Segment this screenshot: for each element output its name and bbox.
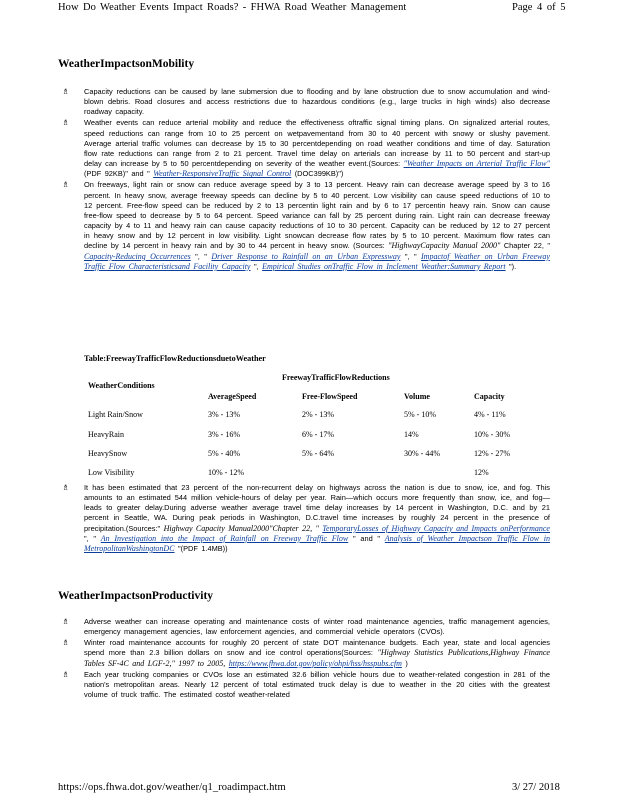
table-col-header: Capacity (474, 392, 505, 401)
bullet-icon: ♗ (62, 617, 70, 626)
bullet-text: "(PDF 1.4MB)) (178, 543, 228, 553)
link-arterial-traffic-flow[interactable]: "Weather Impacts on Arterial Traffic Flow" (403, 159, 550, 169)
table-cell: 12% - 27% (474, 449, 510, 458)
table-cell: Light Rain/Snow (88, 410, 143, 419)
table-cell: HeavySnow (88, 449, 128, 458)
list-item (62, 87, 550, 117)
table-cell: 14% (404, 430, 419, 439)
bullet-icon: ♗ (62, 118, 70, 128)
table-cell: 5% - 64% (302, 449, 334, 458)
page-number: Page 4 of 5 (512, 2, 566, 13)
bullet-text: Winter road maintenance accounts for roughly 20 percent of state DOT maintenance budgets. Each year, state and local agencies spend more than 2.3 billion dollars on snow and ice control operations(Sources: (84, 638, 550, 658)
table-cell: 3% - 16% (208, 430, 240, 439)
list-item (62, 617, 550, 637)
table-cell: 3% - 13% (208, 410, 240, 419)
bullet-text: Adverse weather can increase operating and maintenance costs of winter road maintenance agencies, traffic management agencies, emergency management agencies, law enforcement agencies, and commercial vehicle operators (CVOs). (84, 617, 550, 637)
table-row-header: WeatherConditions (88, 381, 155, 390)
link-temporary-losses[interactable]: TemporaryLosses of Highway Capacity and Impacts onPerformance (322, 523, 550, 533)
section-heading-productivity: WeatherImpactsonProductivity (58, 590, 214, 602)
bullet-text: (DOC399KB)") (294, 169, 344, 179)
table-caption: Table:FreewayTrafficFlowReductionsduetoWeather (84, 354, 266, 363)
list-item (62, 118, 550, 179)
footer-url: https://ops.fhwa.dot.gov/weather/q1_roadimpact.htm (58, 782, 286, 793)
table-cell: 5% - 10% (404, 410, 436, 419)
bullet-text: Capacity reductions can be caused by lane submersion due to flooding and by lane obstruction due to snow accumulation and wind-blown debris. Road closures and access restrictions due to hazardous conditions (e.g., large trucks in high winds) also decrease roadway capacity. (84, 87, 550, 117)
bullet-text: On freeways, light rain or snow can reduce average speed by 3 to 13 percent. Heavy rain can decrease average speed by 3 to 16 percent. In heavy snow, average freeway speeds can decline by 5 to 40 percent. Low visibility can cause speed reductions of 10 to 12 percent. Free-flow speed can be reduced by 2 to 13 percentin light rain and by 6 to 17 percentin heavy rain. Snow can cause free-flow speed to decrease by 5 to 64 percent. Speed variance can fall by 25 percent during rain. Light rain can decrease freeway capacity by 4 to 11 and heavy rain can cause capacity reductions of 10 to 30 percent. Capacity can be reduced by 12 to 27 percent in heavy snow and by 12 percent in low visibility. Light snowcan decrease flow rates by 5 to 10 percent. Maximum flow rates can decline by 14 percent in heavy rain and by 30 to 44 percent in heavy snow. (Sources: (84, 180, 550, 251)
table-col-header: Free-FlowSpeed (302, 392, 358, 401)
bullet-text: It has been estimated that 23 percent of the non-recurrent delay on highways across the nation is due to snow, ice, and fog. This amounts to an estimated 544 million vehicle-hours of delay per year. Rain—which occurs more frequently than snow, ice, and fog—leads to greater delay.During adverse weather average travel time delay increases by 14 percent in Washington, D.C. and by 21 percent in Seattle, WA. During peak periods in Washington, D.C.travel time increases by roughly 24 percent in the presence of precipitation.(Sources:" (84, 483, 550, 533)
link-weather-responsive-signal[interactable]: Weather-ResponsiveTraffic Signal Control (153, 169, 292, 179)
bullet-text: "). (509, 261, 517, 271)
link-empirical-studies[interactable]: Empirical Studies onTraffic Flow in Inclement Weather:Summary Report (262, 261, 506, 271)
link-capacity-reducing[interactable]: Capacity-Reducing Occurrences (84, 251, 191, 261)
table-cell: 30% - 44% (404, 449, 440, 458)
citation: "HighwayCapacity Manual 2000" (388, 241, 501, 251)
table-cell: 2% - 13% (302, 410, 334, 419)
mobility-bullet-list (62, 87, 550, 273)
table-cell: 12% (474, 468, 489, 477)
bullet-text: Weather events can reduce arterial mobility and reduce the effectiveness oftraffic signal timing plans. On signalized arterial routes, speed reductions can range from 10 to 25 percent on wetpavementand from 30 to 40 percent with snowy or slushy pavement. Average arterial traffic volumes can decrease by 15 to 30 percentdepending on road weather conditions and time of day. Saturation flow rate reductions can range from 2 to 21 percent. Travel time delay on arterials can increase by 11 to 50 percent and start-up delay can increase by 5 to 50 percentdepending on severity of the weather event.(Sources: (84, 118, 550, 169)
table-cell: 10% - 30% (474, 430, 510, 439)
citation: Highway Capacity Manual2000"Chapter 22, " (163, 523, 319, 533)
table-col-header: AverageSpeed (208, 392, 257, 401)
bullet-text: ", (253, 261, 263, 271)
bullet-icon: ♗ (62, 483, 70, 492)
table-cell: 6% - 17% (302, 430, 334, 439)
table-cell: Low Visibility (88, 468, 135, 477)
footer-date: 3/ 27/ 2018 (512, 782, 560, 793)
bullet-icon: ♗ (62, 638, 70, 648)
list-item (62, 638, 550, 668)
bullet-text: ) (405, 658, 408, 668)
bullet-text: ", " (404, 251, 417, 261)
link-impact-urban-freeway[interactable]: Impactof Weather on Urban Freeway Traffic Flow Characteristicsand Facility Capacity (84, 251, 550, 271)
print-header (0, 2, 618, 16)
bullet-text: Chapter 22, " (503, 241, 550, 251)
mobility-bullet-list-2 (62, 483, 550, 555)
bullet-text: ", " (195, 251, 207, 261)
list-item (62, 180, 550, 271)
bullet-text: (PDF 92KB)" and " (84, 169, 150, 179)
table-cell: 10% - 12% (208, 468, 244, 477)
link-hss-pubs[interactable]: https://www.fhwa.dot.gov/policy/ohpi/hss/hsspubs.cfm (228, 658, 402, 668)
table-group-header: FreewayTrafficFlowReductions (282, 373, 390, 382)
bullet-text: ", " (84, 533, 97, 543)
list-item (62, 670, 550, 700)
list-item (62, 483, 550, 554)
bullet-icon: ♗ (62, 669, 70, 679)
table-cell: 5% - 40% (208, 449, 240, 458)
bullet-icon: ♗ (62, 87, 70, 96)
bullet-text: " and " (352, 533, 381, 543)
bullet-text: Each year trucking companies or CVOs lose an estimated 32.6 billion vehicle hours due to weather-related congestion in 281 of the nation's metropolitan areas. Nearly 12 percent of total estimated truck delay is due to weather in the 20 cities with the greatest volume of truck traffic. The estimated costof weather-related (84, 669, 550, 700)
citation: "Highway Statistics Publications,Highway Finance Tables SF-4C and LGF-2," 1997 to 2005, (84, 648, 550, 668)
bullet-icon: ♗ (62, 180, 70, 190)
productivity-bullet-list (62, 617, 550, 701)
link-analysis-washington-dc[interactable]: Analysis of Weather Impactson Traffic Flow in MetropolitanWashingtonDC (84, 533, 550, 553)
table-col-header: Volume (404, 392, 430, 401)
header-title: How Do Weather Events Impact Roads? - FHWA Road Weather Management (58, 2, 407, 13)
print-footer (0, 782, 618, 796)
section-heading-mobility: WeatherImpactsonMobility (58, 58, 195, 70)
link-driver-response[interactable]: Driver Response to Rainfall on an Urban Expressway (211, 251, 401, 261)
table-cell: 4% - 11% (474, 410, 506, 419)
table-cell: HeavyRain (88, 430, 124, 439)
link-rainfall-investigation[interactable]: An Investigation into the Impact of Rainfall on Freeway Traffic Flow (100, 533, 349, 543)
